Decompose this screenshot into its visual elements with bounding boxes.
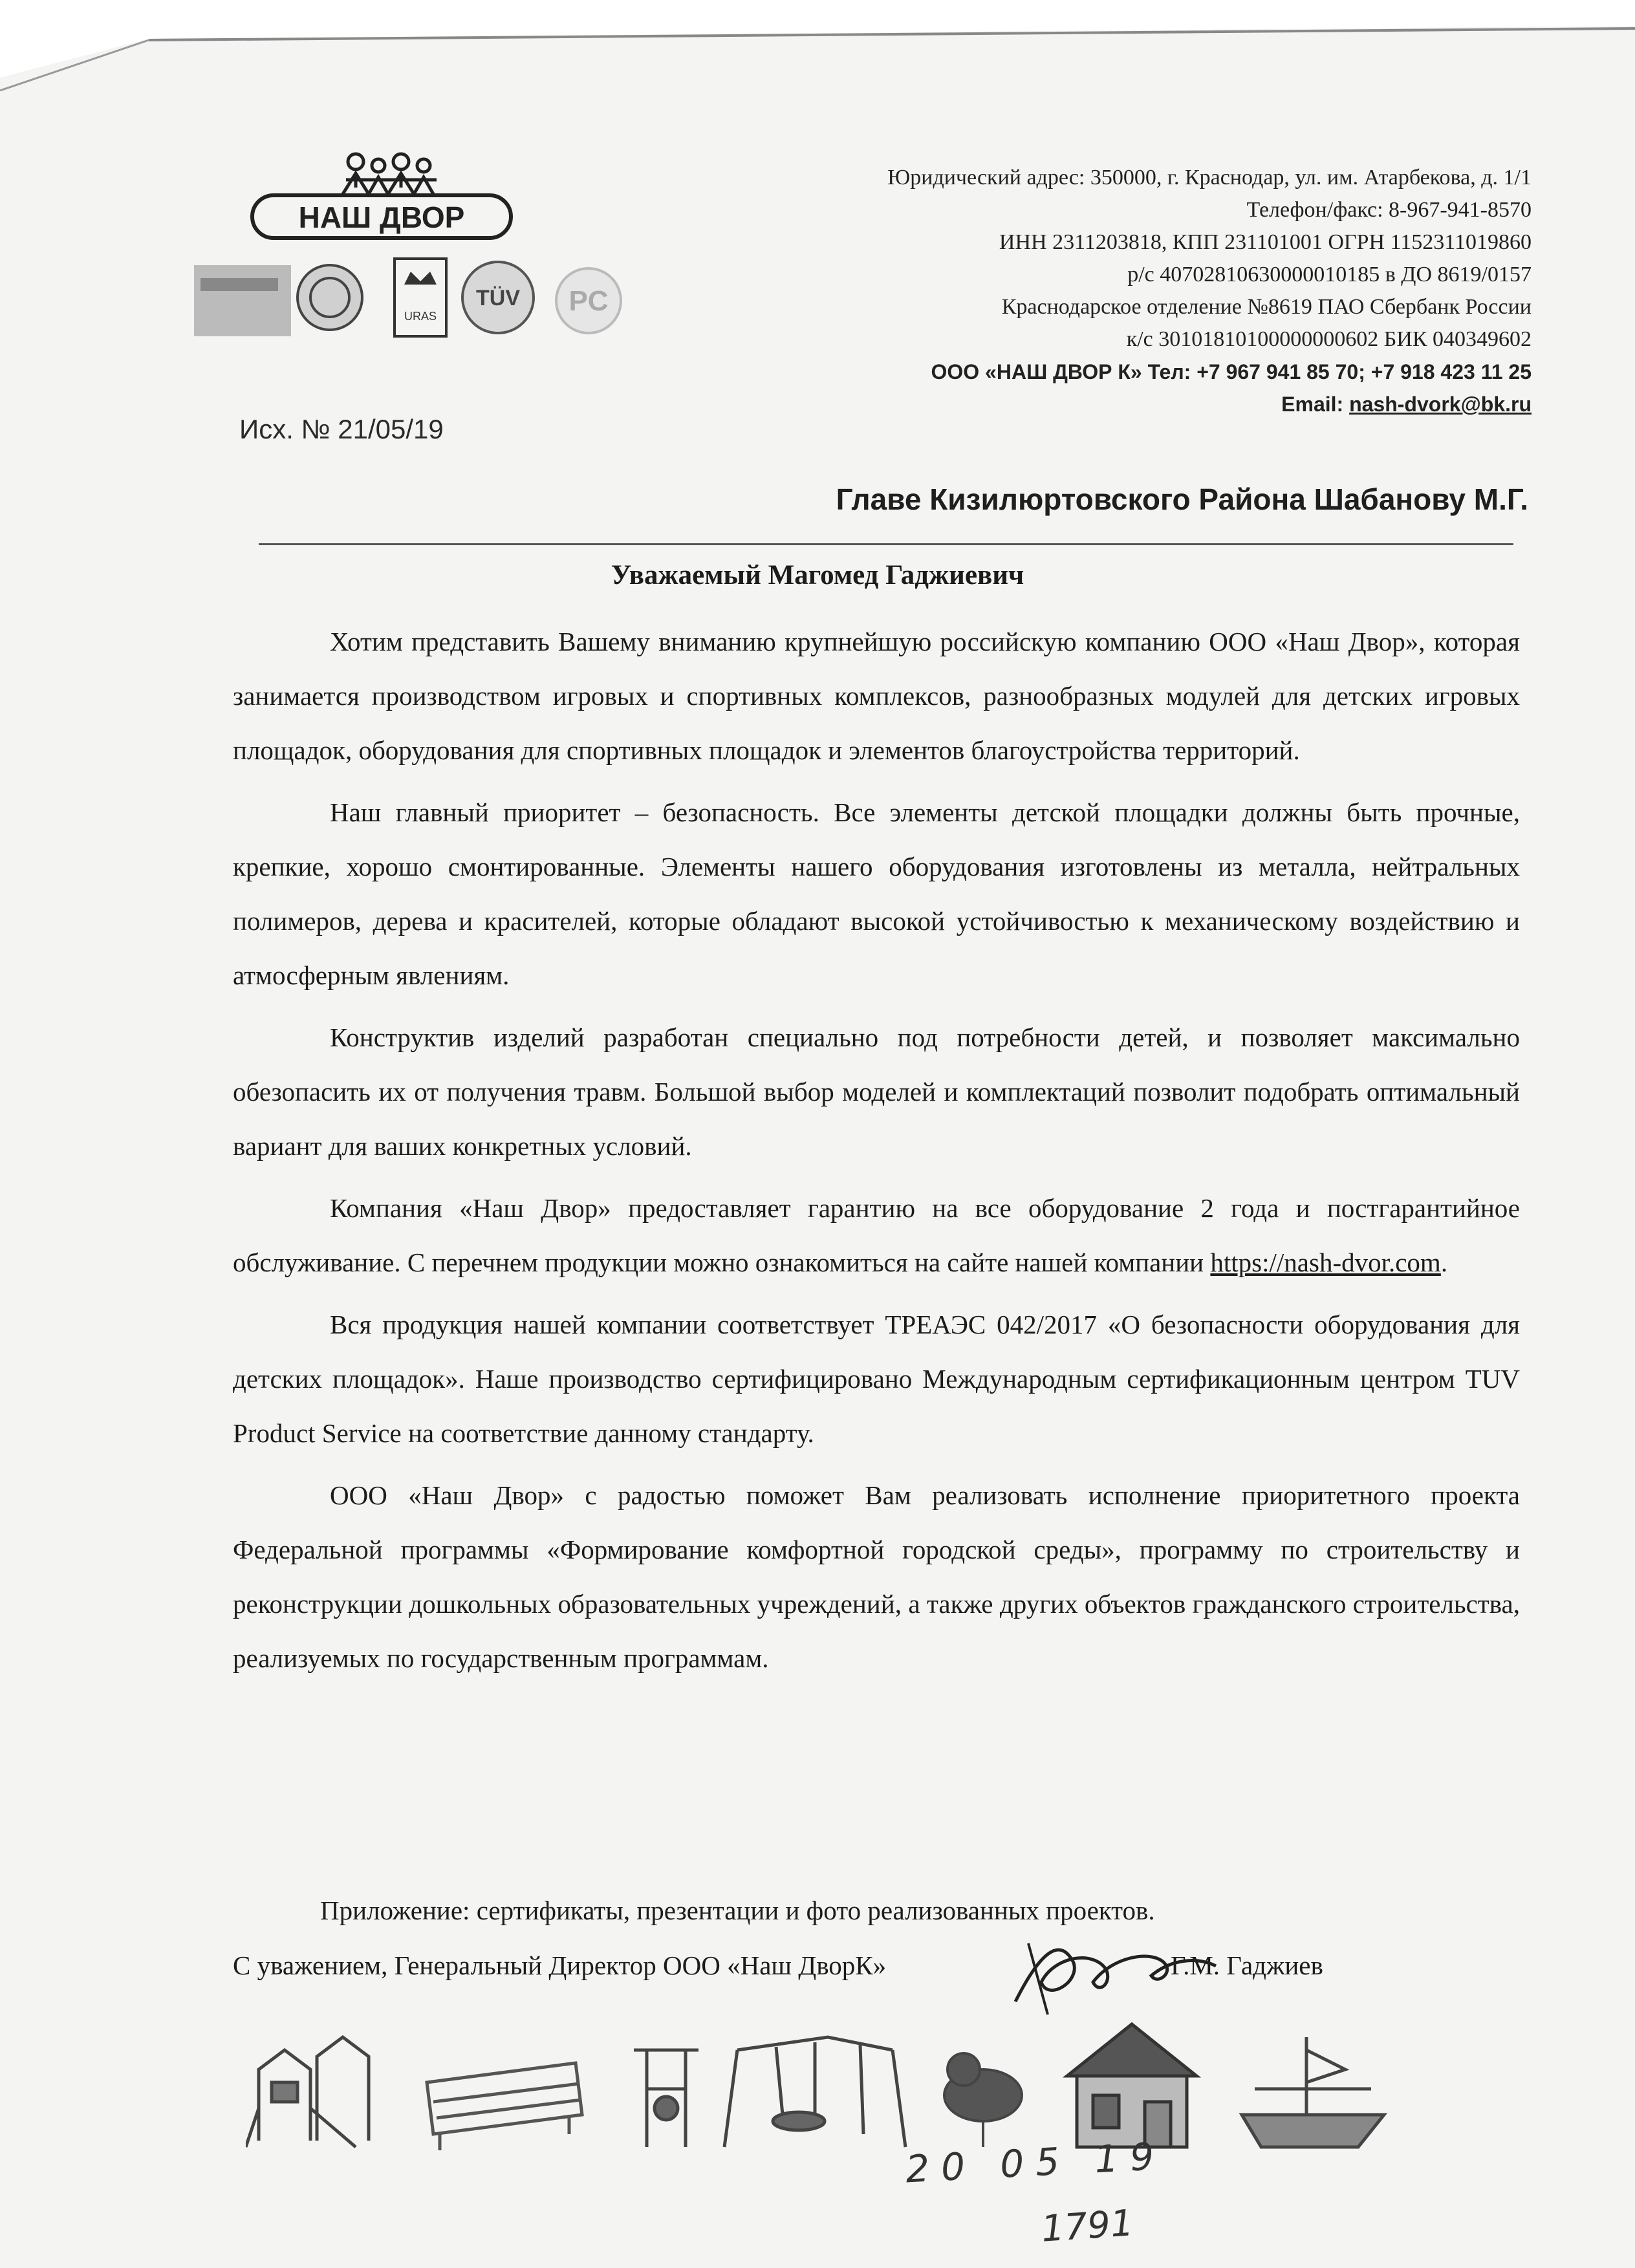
handwritten-registration-date: 20 05 19 [904, 2133, 1167, 2192]
outgoing-number: Исх. № 21/05/19 [239, 414, 444, 444]
spring-rocker-icon [944, 2053, 1022, 2147]
svg-text:PC: PC [568, 285, 609, 317]
legal-address: Юридический адрес: 350000, г. Краснодар, ул. им. Атарбекова, д. 1/1 [887, 166, 1532, 189]
paragraph: Вся продукция нашей компании соответствует ТРЕАЭС 042/2017 «О безопасности оборудования для детских площадок». Наше производство сертифицировано Международным сертификационным центром TUV Product Service на соответствие данному стандарту. [233, 1310, 1520, 1448]
bench-icon [427, 2063, 582, 2150]
company-logo [239, 149, 524, 246]
inn-kpp-ogrn: ИНН 2311203818, КПП 231101001 ОГРН 1152311019860 [999, 230, 1532, 254]
playground-complex-icon [246, 2037, 369, 2147]
signer-name: Г.М. Гаджиев [1171, 1950, 1323, 1980]
svg-text:TÜV: TÜV [476, 286, 520, 310]
paragraph: Наш главный приоритет – безопасность. Все элементы детской площадки должны быть прочные, крепкие, хорошо смонтированные. Элементы нашего оборудования изготовлены из металла, нейтральных полимеров, дерева и красителей, которые обладают высокой устойчивостью к механическому воздействию и атмосферным явлениям. [233, 797, 1520, 990]
certificate-seal-icon [298, 265, 362, 330]
bank-name: Краснодарское отделение №8619 ПАО Сбербанк России [1001, 295, 1532, 319]
email-line [561, 388, 1532, 420]
signature-text: С уважением, Генеральный Директор ООО «Наш ДворК» [233, 1950, 887, 1980]
paragraph: Хотим представить Вашему вниманию крупнейшую российскую компанию ООО «Наш Двор», которая занимается производством игровых и спортивных комплексов, разнообразных модулей для детских игровых площадок, оборудования для спортивных площадок и элементов благоустройства территорий. [233, 627, 1520, 765]
paragraph: ООО «Наш Двор» с радостью поможет Вам реализовать исполнение приоритетного проекта Федеральной программы «Формирование комфортной городской среды», программу по строительству и реконструкции дошкольных образовательных учреждений, а также других объектов гражданского строительства, реализуемых по государственным программам. [233, 1480, 1520, 1673]
ship-playground-icon [1242, 2037, 1384, 2147]
logo-text: НАШ ДВОР [298, 200, 465, 234]
product-illustrations [246, 2011, 1475, 2160]
divider-line [259, 543, 1513, 545]
handwritten-signature [1002, 1924, 1222, 2021]
addressee: Главе Кизилюртовского Района Шабанову М.Г. [836, 482, 1528, 516]
signature-line [233, 1950, 1323, 1981]
attachment-note: Приложение: сертификаты, презентации и фото реализованных проектов. [320, 1895, 1155, 1925]
bank-account: р/с 40702810630000010185 в ДО 8619/0157 [1127, 263, 1532, 286]
handwritten-registration-number: 1791 [1039, 2202, 1135, 2251]
paragraph: Конструктив изделий разработан специально под потребности детей, и позволяет максимально обезопасить их от получения травм. Большой выбор моделей и комплектаций позволит подобрать оптимальный вариант для ваших конкретных условий. [233, 1022, 1520, 1161]
website-link[interactable]: https://nash-dvor.com [1210, 1247, 1441, 1277]
letter-body [233, 614, 1520, 1693]
email-label: Email: [1281, 393, 1350, 416]
phone-fax: Телефон/факс: 8-967-941-8570 [1246, 198, 1532, 222]
svg-text:URAS: URAS [404, 310, 437, 323]
paragraph-text: Компания «Наш Двор» предоставляет гарантию на все оборудование 2 года и постгарантийное обслуживание. С перечнем продукции можно ознакомиться на сайте нашей компании [233, 1193, 1520, 1277]
company-requisites [561, 162, 1532, 420]
email-address[interactable]: nash-dvork@bk.ru [1349, 393, 1532, 416]
swing-icon [724, 2037, 905, 2147]
outdoor-gym-icon [634, 2050, 698, 2147]
corr-account: к/с 30101810100000000602 БИК 040349602 [1126, 327, 1532, 351]
paragraph: Компания «Наш Двор» предоставляет гарантию на все оборудование 2 года и постгарантийное обслуживание. С перечнем продукции можно ознакомиться на сайте нашей компании https://nash-dvor.com. [233, 1193, 1520, 1277]
bureau-veritas-icon [194, 265, 291, 336]
uras-crown-icon [395, 259, 446, 336]
company-phones: ООО «НАШ ДВОР К» Тел: +7 967 941 85 70; +7 918 423 11 25 [931, 360, 1532, 383]
salutation: Уважаемый Магомед Гаджиевич [611, 560, 1024, 590]
playhouse-icon [1067, 2024, 1196, 2147]
